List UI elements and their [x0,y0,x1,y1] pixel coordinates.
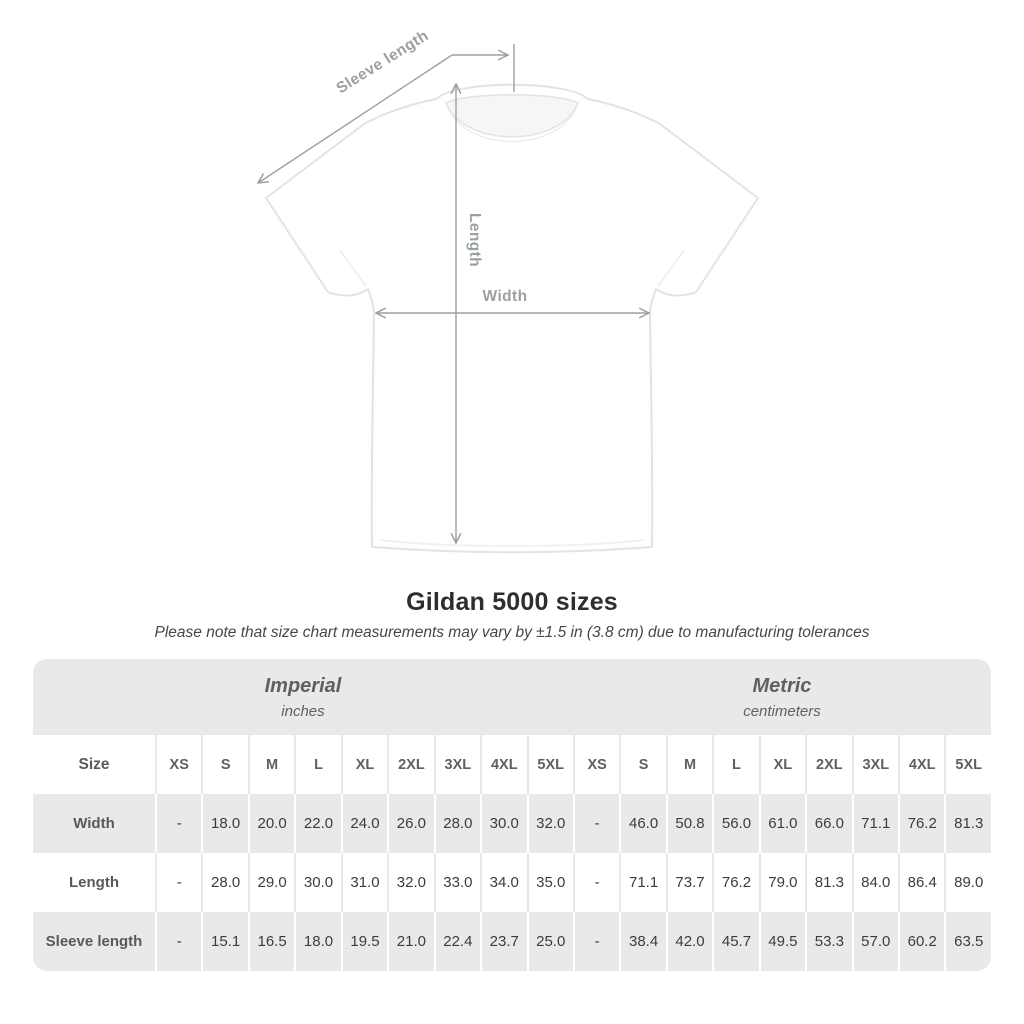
value-cell: 15.1 [201,912,247,971]
value-cell: 81.3 [944,794,991,853]
unit-band-row [33,659,991,735]
value-cell: 76.2 [898,794,944,853]
sleeve-length-label: Sleeve length [333,27,432,98]
value-cell: 28.0 [201,853,247,912]
size-header-cell: S [619,735,665,794]
value-cell: - [155,853,201,912]
size-header-cell: 5XL [527,735,573,794]
value-cell: 20.0 [248,794,294,853]
value-cell: 30.0 [480,794,526,853]
value-cell: 18.0 [201,794,247,853]
value-cell: 45.7 [712,912,758,971]
row-label: Length [33,853,155,912]
metric-label: Metric [752,674,812,697]
value-cell: 29.0 [248,853,294,912]
value-cell: 79.0 [759,853,805,912]
inches-label: inches [281,702,325,720]
size-header-cell: 3XL [434,735,480,794]
size-header-row [33,735,991,794]
value-cell: 76.2 [712,853,758,912]
value-cell: 23.7 [480,912,526,971]
value-cell: 46.0 [619,794,665,853]
value-cell: 84.0 [852,853,898,912]
value-cell: 32.0 [527,794,573,853]
width-row [33,794,991,853]
size-header-cell: S [201,735,247,794]
imperial-unit-header [33,659,573,735]
imperial-label: Imperial [264,674,342,697]
value-cell: 16.5 [248,912,294,971]
length-label: Length [466,212,483,268]
value-cell: 24.0 [341,794,387,853]
tshirt-body [266,85,758,553]
value-cell: - [573,794,619,853]
value-cell: 71.1 [852,794,898,853]
size-header-cell: XS [573,735,619,794]
value-cell: 61.0 [759,794,805,853]
metric-unit-header [573,659,991,735]
value-cell: - [155,912,201,971]
size-header-cell: M [248,735,294,794]
value-cell: 31.0 [341,853,387,912]
value-cell: 53.3 [805,912,851,971]
centimeters-label: centimeters [743,702,821,720]
value-cell: 26.0 [387,794,433,853]
value-cell: 81.3 [805,853,851,912]
value-cell: 50.8 [666,794,712,853]
value-cell: 21.0 [387,912,433,971]
size-header-cell: 4XL [480,735,526,794]
value-cell: - [573,912,619,971]
value-cell: 56.0 [712,794,758,853]
size-table-container [33,659,991,971]
length-row [33,853,991,912]
value-cell: 57.0 [852,912,898,971]
value-cell: 73.7 [666,853,712,912]
value-cell: 66.0 [805,794,851,853]
row-label: Width [33,794,155,853]
value-cell: 34.0 [480,853,526,912]
value-cell: 28.0 [434,794,480,853]
value-cell: - [573,853,619,912]
size-header-cell: M [666,735,712,794]
value-cell: 19.5 [341,912,387,971]
page-title: Gildan 5000 sizes [406,588,618,616]
value-cell: 33.0 [434,853,480,912]
width-label: Width [482,288,528,305]
size-header-cell: XL [341,735,387,794]
size-header-cell: L [712,735,758,794]
value-cell: 63.5 [944,912,991,971]
value-cell: 86.4 [898,853,944,912]
size-header-cell: XS [155,735,201,794]
size-header-cell: 2XL [387,735,433,794]
value-cell: 38.4 [619,912,665,971]
value-cell: 42.0 [666,912,712,971]
size-table [33,659,991,971]
size-header-cell: 3XL [852,735,898,794]
size-header-cell: XL [759,735,805,794]
value-cell: 25.0 [527,912,573,971]
size-header-cell: 5XL [944,735,991,794]
value-cell: 49.5 [759,912,805,971]
value-cell: 60.2 [898,912,944,971]
value-cell: 22.0 [294,794,340,853]
value-cell: 30.0 [294,853,340,912]
tolerance-note: Please note that size chart measurements may vary by ±1.5 in (3.8 cm) due to manufacturing tolerances [154,624,870,641]
size-header-cell: 4XL [898,735,944,794]
value-cell: 35.0 [527,853,573,912]
value-cell: 71.1 [619,853,665,912]
value-cell: 32.0 [387,853,433,912]
size-header-cell: L [294,735,340,794]
value-cell: 18.0 [294,912,340,971]
row-label: Sleeve length [33,912,155,971]
value-cell: 22.4 [434,912,480,971]
sleeve-length-row [33,912,991,971]
size-column-header: Size [33,735,155,794]
value-cell: 89.0 [944,853,991,912]
size-header-cell: 2XL [805,735,851,794]
value-cell: - [155,794,201,853]
